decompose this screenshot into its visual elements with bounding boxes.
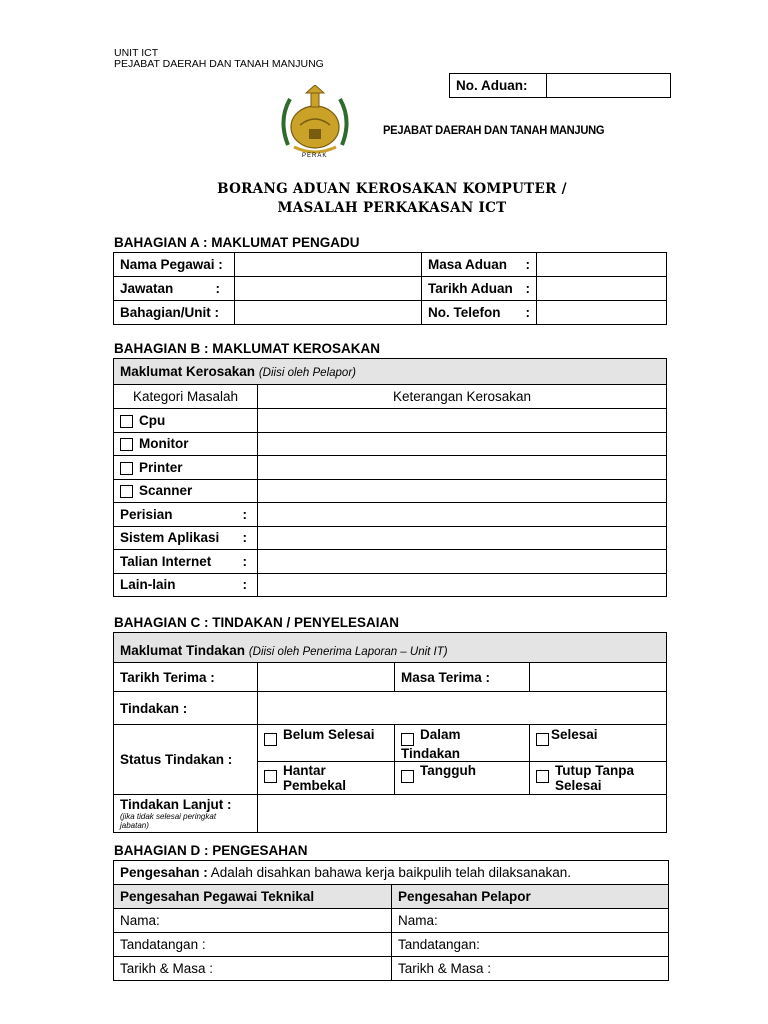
tindakan-field[interactable] xyxy=(258,692,667,725)
colon: : xyxy=(242,506,247,522)
masa-aduan-label xyxy=(422,253,537,277)
sistem-aplikasi-label xyxy=(114,526,258,550)
pengesahan-label: Pengesahan : xyxy=(120,865,208,880)
nama-pegawai-field[interactable] xyxy=(235,253,422,277)
sistem-aplikasi-text: Sistem Aplikasi xyxy=(120,530,220,546)
office-title: PEJABAT DAERAH DAN TANAH MANJUNG xyxy=(383,123,605,137)
section-b-table xyxy=(113,358,667,597)
masa-aduan-field[interactable] xyxy=(537,253,667,277)
belum-selesai-option[interactable] xyxy=(258,725,395,762)
teknikal-tandatangan-field[interactable]: Tandatangan : xyxy=(114,933,392,957)
no-telefon-label xyxy=(422,301,537,325)
monitor-description-field[interactable] xyxy=(258,432,667,456)
scanner-description-field[interactable] xyxy=(258,479,667,503)
tindakan-lanjut-note: (jika tidak selesai peringkat jabatan) xyxy=(120,812,217,830)
cpu-option[interactable] xyxy=(114,409,258,433)
dalam-tindakan-checkbox[interactable] xyxy=(401,733,414,746)
perisian-label xyxy=(114,503,258,527)
form-title-line1: BORANG ADUAN KEROSAKAN KOMPUTER / xyxy=(217,181,567,197)
lain-lain-text: Lain-lain xyxy=(120,577,176,593)
kategori-masalah-header: Kategori Masalah xyxy=(114,385,258,409)
scanner-label: Scanner xyxy=(139,483,193,499)
hantar-pembekal-checkbox[interactable] xyxy=(264,770,277,783)
lain-lain-label xyxy=(114,573,258,597)
pengesahan-row xyxy=(114,861,669,885)
sistem-aplikasi-field[interactable] xyxy=(258,526,667,550)
printer-description-field[interactable] xyxy=(258,456,667,480)
hantar-pembekal-label: Hantar Pembekal xyxy=(283,763,347,793)
pengesahan-text: Adalah disahkan bahawa kerja baikpulih telah dilaksanakan. xyxy=(210,865,572,880)
pengesahan-pegawai-teknikal-header: Pengesahan Pegawai Teknikal xyxy=(114,885,392,909)
dalam-tindakan-option[interactable] xyxy=(395,725,530,762)
tangguh-label: Tangguh xyxy=(420,763,476,778)
teknikal-nama-field[interactable]: Nama: xyxy=(114,909,392,933)
teknikal-tarikh-masa-field[interactable]: Tarikh & Masa : xyxy=(114,957,392,981)
talian-internet-label xyxy=(114,550,258,574)
no-telefon-field[interactable] xyxy=(537,301,667,325)
tangguh-checkbox[interactable] xyxy=(401,770,414,783)
pelapor-tarikh-masa-field[interactable]: Tarikh & Masa : xyxy=(392,957,669,981)
section-c-table xyxy=(113,632,667,833)
form-title-line2: MASALAH PERKAKASAN ICT xyxy=(277,200,507,216)
selesai-option[interactable] xyxy=(530,725,667,762)
section-b-heading: BAHAGIAN B : MAKLUMAT KEROSAKAN xyxy=(114,341,380,356)
tarikh-terima-label: Tarikh Terima : xyxy=(114,663,258,692)
section-d-table xyxy=(113,860,669,981)
tutup-tanpa-selesai-label: Tutup Tanpa Selesai xyxy=(555,763,634,793)
selesai-checkbox[interactable] xyxy=(536,733,549,746)
tindakan-lanjut-label: Tindakan Lanjut : xyxy=(120,797,232,812)
tarikh-terima-field[interactable] xyxy=(258,663,395,692)
maklumat-kerosakan-note: (Diisi oleh Pelapor) xyxy=(258,367,356,379)
tindakan-lanjut-cell xyxy=(114,795,258,833)
jawatan-text: Jawatan xyxy=(120,281,174,296)
hantar-pembekal-option[interactable] xyxy=(258,762,395,795)
monitor-label: Monitor xyxy=(139,436,189,452)
cpu-label: Cpu xyxy=(139,412,166,428)
tarikh-aduan-field[interactable] xyxy=(537,277,667,301)
scanner-checkbox[interactable] xyxy=(120,485,133,498)
maklumat-kerosakan-title: Maklumat Kerosakan xyxy=(120,364,256,379)
colon: : xyxy=(525,281,530,296)
maklumat-kerosakan-header xyxy=(114,359,667,385)
section-a-table xyxy=(113,252,667,325)
no-telefon-text: No. Telefon xyxy=(428,305,501,320)
pelapor-nama-field[interactable]: Nama: xyxy=(392,909,669,933)
masa-aduan-text: Masa Aduan xyxy=(428,257,508,272)
colon: : xyxy=(525,257,530,272)
printer-checkbox[interactable] xyxy=(120,462,133,475)
monitor-checkbox[interactable] xyxy=(120,438,133,451)
monitor-option[interactable] xyxy=(114,432,258,456)
crest-caption: PERAK xyxy=(302,153,328,159)
section-c-heading: BAHAGIAN C : TINDAKAN / PENYELESAIAN xyxy=(114,615,400,630)
unit-label: UNIT ICT xyxy=(114,47,159,59)
lain-lain-field[interactable] xyxy=(258,573,667,597)
tangguh-option[interactable] xyxy=(395,762,530,795)
tindakan-label: Tindakan : xyxy=(114,692,258,725)
section-a-heading: BAHAGIAN A : MAKLUMAT PENGADU xyxy=(114,235,360,250)
scanner-option[interactable] xyxy=(114,479,258,503)
perisian-field[interactable] xyxy=(258,503,667,527)
jawatan-field[interactable] xyxy=(235,277,422,301)
belum-selesai-checkbox[interactable] xyxy=(264,733,277,746)
office-label: PEJABAT DAERAH DAN TANAH MANJUNG xyxy=(114,58,324,70)
colon: : xyxy=(242,530,247,546)
maklumat-tindakan-title: Maklumat Tindakan xyxy=(120,643,246,658)
jawatan-label xyxy=(114,277,235,301)
belum-selesai-label: Belum Selesai xyxy=(283,727,375,742)
perisian-text: Perisian xyxy=(120,506,173,522)
keterangan-kerosakan-header: Keterangan Kerosakan xyxy=(258,385,667,409)
tindakan-lanjut-field[interactable] xyxy=(258,795,667,833)
colon: : xyxy=(242,553,247,569)
pelapor-tandatangan-field[interactable]: Tandatangan: xyxy=(392,933,669,957)
aduan-number-box xyxy=(449,73,671,98)
colon: : xyxy=(525,305,530,320)
tutup-tanpa-selesai-checkbox[interactable] xyxy=(536,770,549,783)
nama-pegawai-label: Nama Pegawai : xyxy=(114,253,235,277)
talian-internet-text: Talian Internet xyxy=(120,553,212,569)
tarikh-aduan-text: Tarikh Aduan xyxy=(428,281,513,296)
cpu-checkbox[interactable] xyxy=(120,415,133,428)
colon: : xyxy=(215,281,220,296)
selesai-label: Selesai xyxy=(551,727,598,742)
aduan-number-field[interactable] xyxy=(547,74,671,98)
maklumat-tindakan-header xyxy=(114,633,667,663)
talian-internet-field[interactable] xyxy=(258,550,667,574)
masa-terima-field[interactable] xyxy=(530,663,667,692)
printer-label: Printer xyxy=(139,459,183,475)
bahagian-unit-label: Bahagian/Unit : xyxy=(114,301,235,325)
bahagian-unit-field[interactable] xyxy=(235,301,422,325)
maklumat-tindakan-note: (Diisi oleh Penerima Laporan – Unit IT) xyxy=(248,646,448,658)
masa-terima-label: Masa Terima : xyxy=(395,663,530,692)
printer-option[interactable] xyxy=(114,456,258,480)
aduan-number-label: No. Aduan: xyxy=(450,74,547,98)
pengesahan-pelapor-header: Pengesahan Pelapor xyxy=(392,885,669,909)
section-d-heading: BAHAGIAN D : PENGESAHAN xyxy=(114,843,308,858)
status-tindakan-label: Status Tindakan : xyxy=(114,725,258,795)
tutup-tanpa-selesai-option[interactable] xyxy=(530,762,667,795)
tarikh-aduan-label xyxy=(422,277,537,301)
cpu-description-field[interactable] xyxy=(258,409,667,433)
dalam-tindakan-label: Dalam Tindakan xyxy=(401,727,461,761)
colon: : xyxy=(242,577,247,593)
